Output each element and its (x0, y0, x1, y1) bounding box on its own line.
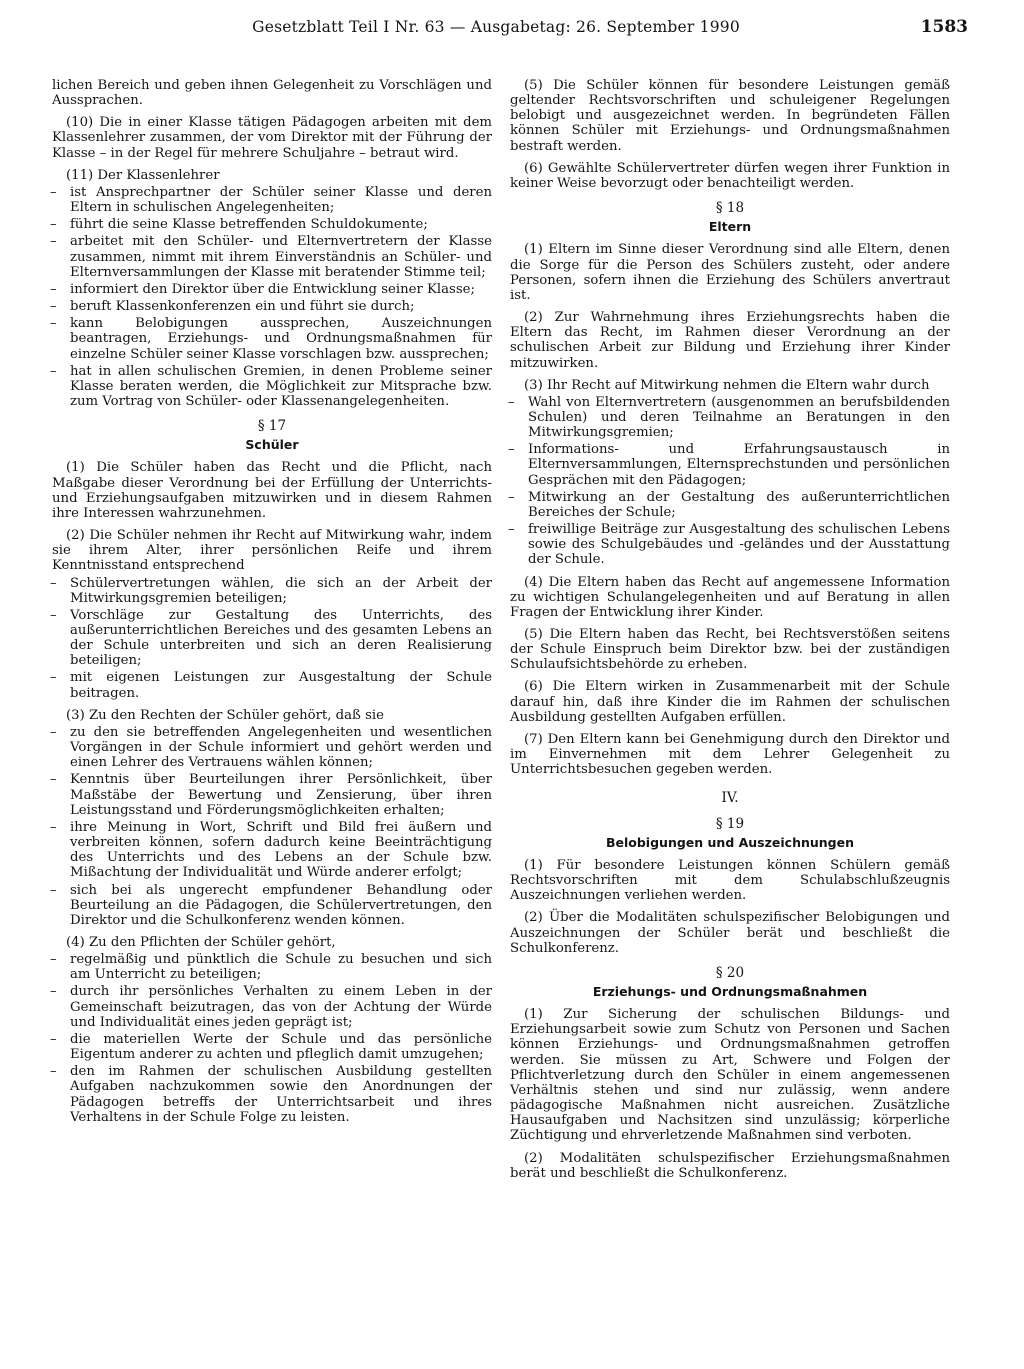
right-column (510, 78, 950, 1188)
list-item: – freiwillige Beiträge zur Ausgestaltung des schulischen Lebens sowie des Schulgebäudes und -geländes und der Ausstattung der Schule. (510, 522, 950, 567)
paragraph: (3) Zu den Rechten der Schüler gehört, daß sie (66, 707, 384, 723)
paragraph: (1) Zur Sicherung der schulischen Bildungs- und Erziehungsarbeit sowie zum Schutz von Personen und Sachen können Erziehungs- und Ordnungsmaßnahmen getroffen werden. Sie müssen zu Art, Schwere und Folgen der Pflichtverletzung durch den Schüler in einem angemessenen Verhältnis stehen und sind nur zulässig, wenn andere pädagogische Maßnahmen nicht ausreichen. Zusätzliche Hausaufgaben und Nachsitzen sind unzulässig; körperliche Züchtigung und ehrverletzende Maßnahmen sind verboten. (510, 1007, 950, 1144)
list-item: – sich bei als ungerecht empfundener Behandlung oder Beurteilung an die Pädagogen, die Schülervertretungen, den Direktor und die Schulkonferenz wenden können. (52, 883, 492, 928)
list-item: – führt die seine Klasse betreffenden Schuldokumente; (52, 217, 492, 232)
section-title: Erziehungs- und Ordnungsmaßnahmen (592, 983, 868, 999)
list (52, 185, 492, 409)
section-title: Eltern (708, 219, 752, 235)
paragraph: (5) Die Schüler können für besondere Leistungen gemäß geltender Rechtsvorschriften und schuleigener Regelungen belobigt und ausgezeichnet werden. In begründeten Fällen können Schüler mit Erziehungs- und Ordnungsmaßnahmen bestraft werden. (510, 78, 950, 154)
paragraph: (2) Zur Wahrnehmung ihres Erziehungsrechts haben die Eltern das Recht, im Rahmen dieser Verordnung an der schulischen Arbeit zur Bildung und Erziehung ihrer Kinder mitzuwirken. (510, 310, 950, 371)
paragraph: (5) Die Eltern haben das Recht, bei Rechtsverstößen seitens der Schule Einspruch beim Direktor bzw. bei der zuständigen Schulaufsichtsbehörde zu erheben. (510, 627, 950, 673)
list-item: – Informations- und Erfahrungsaustausch in Elternversammlungen, Elternsprechstunden und persönlichen Gesprächen mit den Pädagogen; (510, 442, 950, 487)
list (510, 395, 950, 568)
paragraph: (6) Gewählte Schülervertreter dürfen wegen ihrer Funktion in keiner Weise bevorzugt oder benachteiligt werden. (510, 160, 950, 191)
list-item: – informiert den Direktor über die Entwicklung seiner Klasse; (52, 282, 492, 297)
paragraph: (3) Ihr Recht auf Mitwirkung nehmen die Eltern wahr durch (524, 377, 930, 393)
paragraph: (10) Die in einer Klasse tätigen Pädagogen arbeiten mit dem Klassenlehrer zusammen, der vom Direktor mit der Führung der Klasse – in der Regel für mehrere Schuljahre – betraut wird. (52, 115, 492, 161)
list (52, 952, 492, 1125)
chapter-number: IV. (721, 790, 739, 807)
list-item: – ihre Meinung in Wort, Schrift und Bild frei äußern und verbreiten können, sofern dadurch keine Beeinträchtigung des Unterrichts und des Lebens an der Schule bzw. Mißachtung der Individualität und Würde anderer erfolgt; (52, 820, 492, 881)
section-number: § 19 (715, 815, 745, 832)
paragraph: (1) Die Schüler haben das Recht und die Pflicht, nach Maßgabe dieser Verordnung bei der Erfüllung der Unterrichts- und Erziehungsaufgaben mitzuwirken und in diesem Rahmen ihre Interessen wahrzunehmen. (52, 460, 492, 521)
list (52, 576, 492, 701)
list-item: – hat in allen schulischen Gremien, in denen Probleme seiner Klasse beraten werden, die Möglichkeit zur Mitsprache bzw. zum Vortrag von Schüler- oder Klassenangelegenheiten. (52, 364, 492, 409)
section-number: § 20 (715, 964, 745, 981)
paragraph: (1) Eltern im Sinne dieser Verordnung sind alle Eltern, denen die Sorge für die Person des Schülers zusteht, oder andere Personen, sofern ihnen die Erziehung des Schülers anvertraut ist. (510, 242, 950, 303)
list-item: – zu den sie betreffenden Angelegenheiten und wesentlichen Vorgängen in der Schule informiert und gehört werden und einen Lehrer des Vertrauens wählen können; (52, 725, 492, 770)
list-item: – Vorschläge zur Gestaltung des Unterrichts, des außerunterrichtlichen Bereiches und des gesamten Lebens an der Schule unterbreiten und sich an deren Realisierung beteiligen; (52, 608, 492, 669)
list (52, 725, 492, 928)
list-item: – regelmäßig und pünktlich die Schule zu besuchen und sich am Unterricht zu beteiligen; (52, 952, 492, 982)
list-item: – ist Ansprechpartner der Schüler seiner Klasse und deren Eltern in schulischen Angelegenheiten; (52, 185, 492, 215)
list-item: – Mitwirkung an der Gestaltung des außerunterrichtlichen Bereiches der Schule; (510, 490, 950, 520)
paragraph: (1) Für besondere Leistungen können Schülern gemäß Rechtsvorschriften mit dem Schulabschlußzeugnis Auszeichnungen verliehen werden. (510, 857, 950, 904)
section-number: § 18 (715, 200, 745, 217)
paragraph: (4) Die Eltern haben das Recht auf angemessene Information zu wichtigen Schulangelegenheiten und auf Beratung in allen Fragen der Entwicklung ihrer Kinder. (510, 574, 950, 620)
gazette-title: Gesetzblatt Teil I Nr. 63 — Ausgabetag: 26. September 1990 (252, 18, 740, 36)
list-item: – durch ihr persönliches Verhalten zu einem Leben in der Gemeinschaft beizutragen, das von der Achtung der Würde und Individualität eines jeden geprägt ist; (52, 984, 492, 1029)
paragraph: (6) Die Eltern wirken in Zusammenarbeit mit der Schule darauf hin, daß ihre Kinder die im Rahmen der schulischen Ausbildung gestellten Aufgaben erfüllen. (510, 679, 950, 725)
page-header (24, 18, 968, 48)
list-item: – die materiellen Werte der Schule und das persönliche Eigentum anderer zu achten und pfleglich damit umzugehen; (52, 1032, 492, 1062)
list-item: – Wahl von Elternvertretern (ausgenommen an berufsbildenden Schulen) und deren Teilnahme an Beratungen in den Mitwirkungsgremien; (510, 395, 950, 440)
paragraph: (2) Die Schüler nehmen ihr Recht auf Mitwirkung wahr, indem sie ihrem Alter, ihrer persönlichen Reife und ihrem Kenntnisstand entsprechend (52, 528, 492, 574)
list-item: – kann Belobigungen aussprechen, Auszeichnungen beantragen, Erziehungs- und Ordnungsmaßnahmen für einzelne Schüler seiner Klasse vorschlagen bzw. aussprechen; (52, 316, 492, 361)
list-item: – Schülervertretungen wählen, die sich an der Arbeit der Mitwirkungsgremien beteiligen; (52, 576, 492, 606)
paragraph: lichen Bereich und geben ihnen Gelegenheit zu Vorschlägen und Aussprachen. (52, 78, 492, 109)
paragraph: (2) Über die Modalitäten schulspezifischer Belobigungen und Auszeichnungen der Schüler berät und beschließt die Schulkonferenz. (510, 910, 950, 956)
section-title: Schüler (245, 437, 299, 453)
list-item: – Kenntnis über Beurteilungen ihrer Persönlichkeit, über Maßstäbe der Bewertung und Zensierung, über ihren Leistungsstand und Förderungsmöglichkeiten erhalten; (52, 772, 492, 817)
section-title: Belobigungen und Auszeichnungen (605, 834, 854, 850)
page-number: 1583 (920, 17, 968, 37)
paragraph: (2) Modalitäten schulspezifischer Erziehungsmaßnahmen berät und beschließt die Schulkonferenz. (510, 1150, 950, 1181)
left-column (52, 78, 492, 1132)
list-item: – arbeitet mit den Schüler- und Elternvertretern der Klasse zusammen, nimmt mit ihrem Einverständnis an Schüler- und Elternversammlungen der Klasse mit beratender Stimme teil; (52, 234, 492, 279)
paragraph: (7) Den Eltern kann bei Genehmigung durch den Direktor und im Einvernehmen mit dem Lehrer Gelegenheit zu Unterrichtsbesuchen gegeben werden. (510, 731, 950, 778)
paragraph: (11) Der Klassenlehrer (66, 167, 220, 183)
section-number: § 17 (257, 418, 287, 435)
paragraph: (4) Zu den Pflichten der Schüler gehört, (66, 934, 336, 950)
list-item: – den im Rahmen der schulischen Ausbildung gestellten Aufgaben nachzukommen sowie den Anordnungen der Pädagogen betreffs der Unterrichtsarbeit und ihres Verhaltens in der Schule Folge zu leisten. (52, 1064, 492, 1125)
list-item: – mit eigenen Leistungen zur Ausgestaltung der Schule beitragen. (52, 670, 492, 700)
list-item: – beruft Klassenkonferenzen ein und führt sie durch; (52, 299, 492, 314)
